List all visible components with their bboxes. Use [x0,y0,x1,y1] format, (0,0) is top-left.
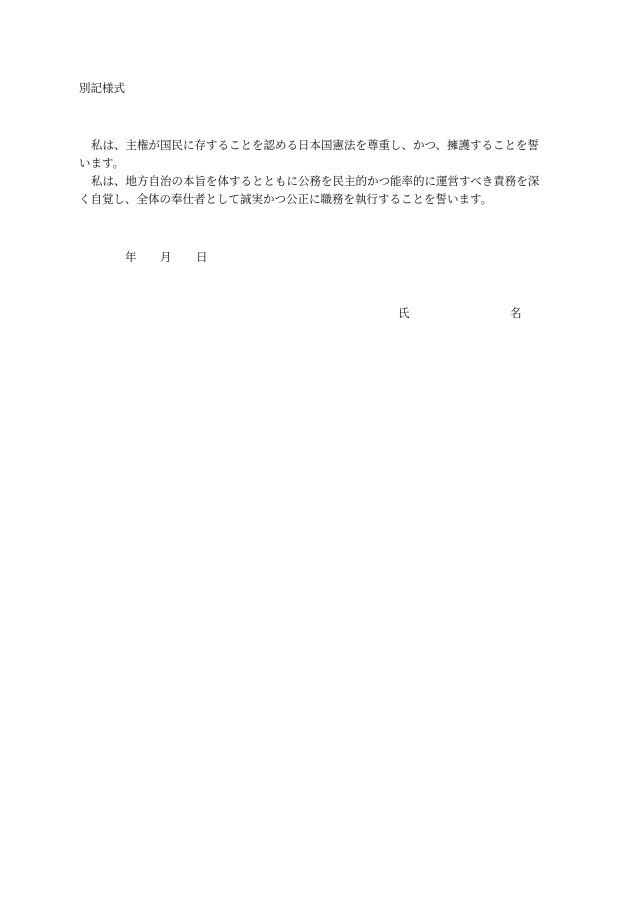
date-year-label: 年 [125,250,137,264]
date-month-label: 月 [160,250,172,264]
name-label-family: 氏 [398,306,410,320]
form-title: 別記様式 [79,81,125,95]
oath-paragraph-2: 私は、地方自治の本旨を体するとともに公務を民主的かつ能率的に運営すべき責務を深く自覚し、全体の奉仕者として誠実かつ公正に職務を執行することを誓います。 [79,174,540,206]
date-day-label: 日 [196,250,208,264]
oath-paragraph-1: 私は、主権が国民に存することを認める日本国憲法を尊重し、かつ、擁護することを誓います。 [79,138,540,170]
oath-text [79,136,549,208]
name-label-given: 名 [510,306,522,320]
